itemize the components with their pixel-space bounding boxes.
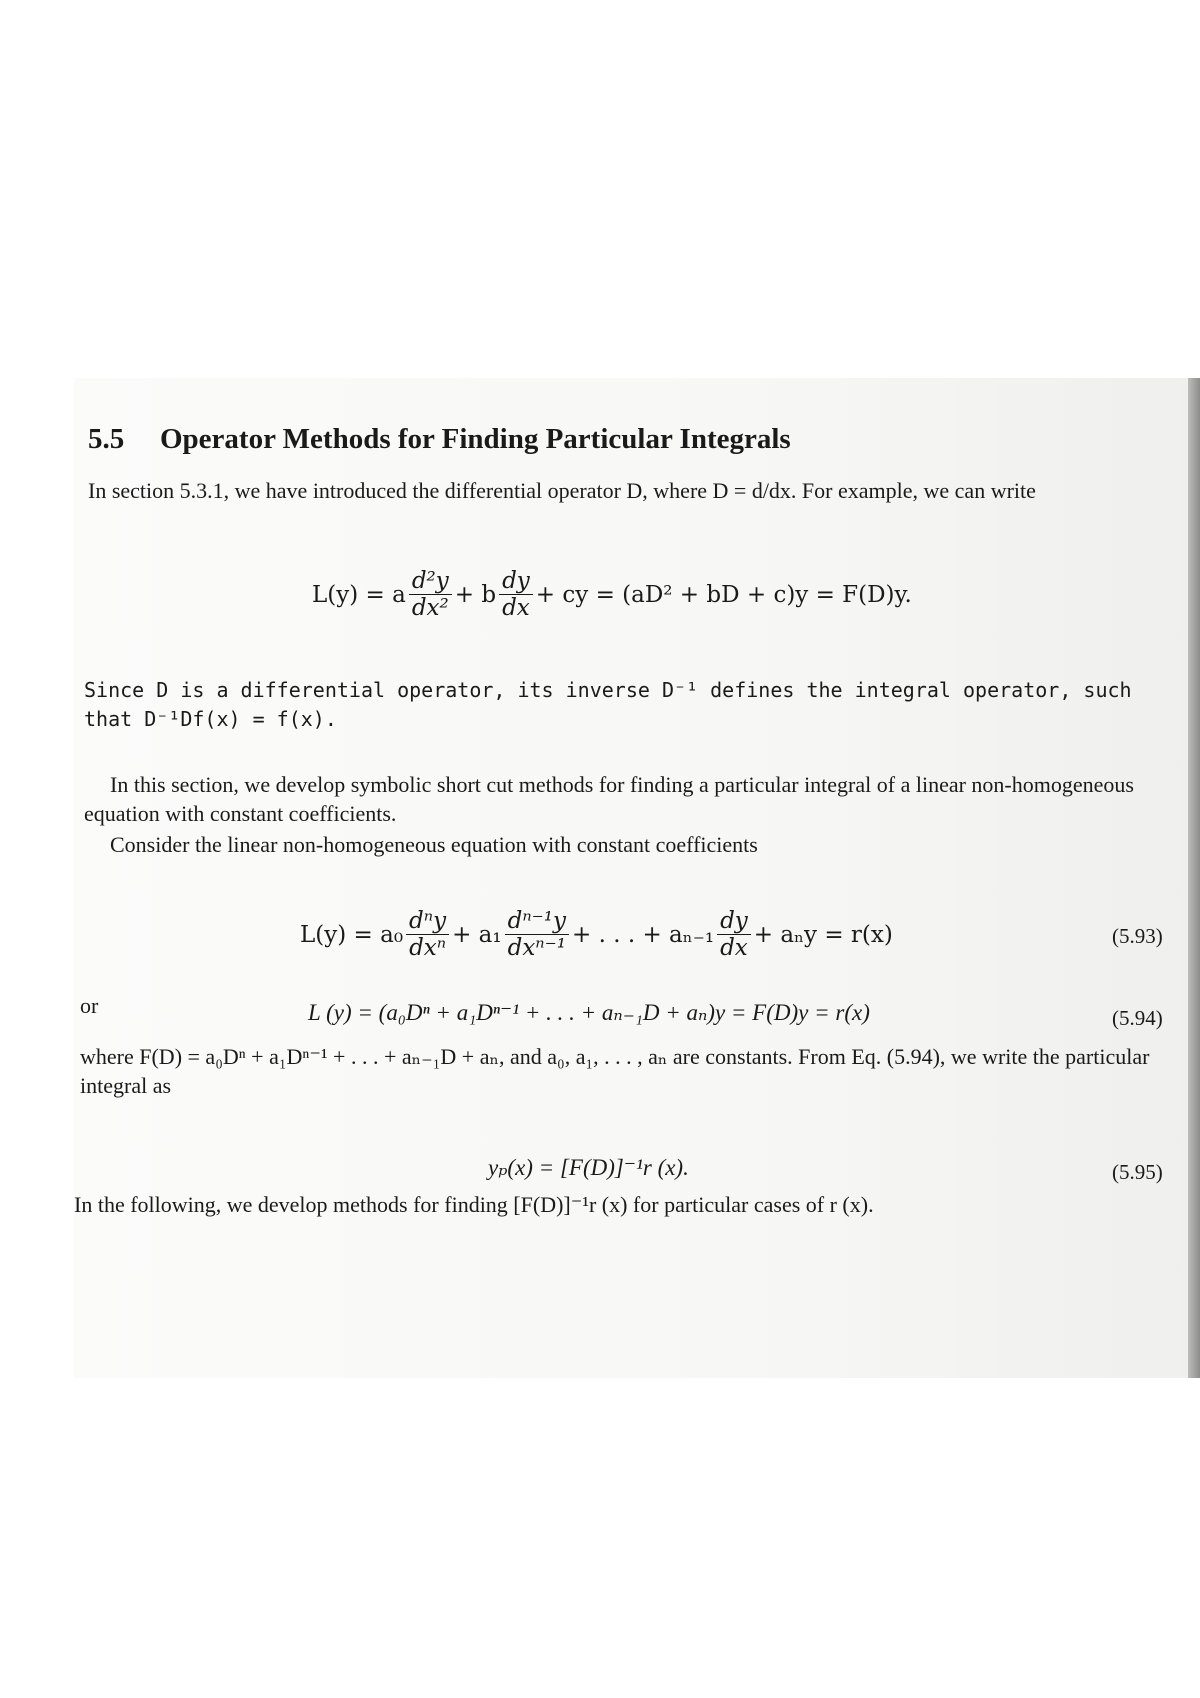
paragraph-following: In the following, we develop methods for finding [F(D)]⁻¹r (x) for particular cases of r (x). [74,1192,874,1217]
eq1-f2-numerator: dy [499,568,533,595]
eq2-fraction-n-minus-1-derivative [505,908,569,961]
paragraph-section-purpose-text: In this section, we develop symbolic short cut methods for finding a particular integral of a linear non-homogeneous equation with constant coefficients. [84,772,1134,826]
equation-5-94: L (y) = (a₀Dⁿ + a₁Dⁿ⁻¹ + . . . + aₙ₋₁D + aₙ)y = F(D)y = r(x) [308,1000,870,1025]
scanned-page-area [74,378,1200,1378]
paragraph-where-fd: where F(D) = a₀Dⁿ + a₁Dⁿ⁻¹ + . . . + aₙ₋₁D + aₙ, and a₀, a₁, . . . , aₙ are constants. From Eq. (5.94), we write the particular integral as [80,1044,1150,1098]
eq1-fraction-second-derivative [409,568,452,621]
section-title: Operator Methods for Finding Particular Integrals [160,423,791,455]
paragraph-consider: Consider the linear non-homogeneous equation with constant coefficients [110,832,758,857]
equation-5-93 [300,908,893,961]
or-label: or [80,993,99,1018]
eq2-rest: + aₙy = r(x) [753,921,893,948]
eq1-rest: + cy = (aD² + bD + c)y = F(D)y. [535,581,912,608]
eq2-lhs: L(y) = a₀ [300,921,404,948]
eq2-fraction-nth-derivative [406,908,449,961]
paragraph-inverse-operator: Since D is a differential operator, its inverse D⁻¹ defines the integral operator, such that D⁻¹Df(x) = f(x). [84,678,1132,731]
section-heading [88,423,791,456]
paragraph-section-purpose [84,770,1184,828]
eq2-f2-numerator: dⁿ⁻¹y [505,908,569,935]
equation-5-95: yₚ(x) = [F(D)]⁻¹r (x). [488,1155,689,1180]
equation-number-5-95: (5.95) [1112,1160,1163,1184]
eq2-f2-denominator: dxⁿ⁻¹ [507,935,566,961]
eq2-mid1: + a₁ [452,921,502,948]
section-number: 5.5 [88,423,125,455]
equation-operator-example [312,568,912,621]
equation-number-5-93: (5.93) [1112,924,1163,948]
eq1-fraction-first-derivative [499,568,533,621]
eq1-f2-denominator: dx [502,595,530,621]
eq2-f1-denominator: dxⁿ [409,935,447,961]
eq2-mid2: + . . . + aₙ₋₁ [572,921,715,948]
eq2-fraction-first-derivative [717,908,751,961]
paragraph-intro: In section 5.3.1, we have introduced the differential operator D, where D = d/dx. For example, we can write [88,478,1036,503]
eq2-f3-denominator: dx [720,935,748,961]
page-edge-shadow [1188,378,1200,1378]
equation-number-5-94: (5.94) [1112,1006,1163,1030]
eq1-lhs: L(y) = a [312,581,406,608]
eq2-f1-numerator: dⁿy [406,908,449,935]
eq1-f1-numerator: d²y [409,568,452,595]
eq2-f3-numerator: dy [717,908,751,935]
eq1-f1-denominator: dx² [411,595,449,621]
eq1-mid: + b [454,581,497,608]
